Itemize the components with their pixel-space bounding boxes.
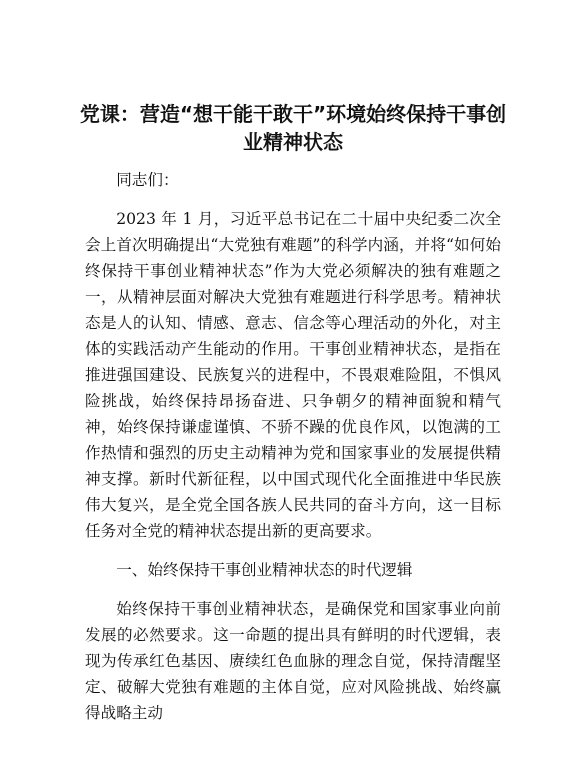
- intro-paragraph: 2023 年 1 月，习近平总书记在二十届中央纪委二次全会上首次明确提出“大党独有难题”的科学内涵，并将“如何始终保持干事创业精神状态”作为大党必须解决的独有难题之一，从精神层面对解决大党独有难题进行科学思考。精神状态是人的认知、情感、意志、信念等心理活动的外化，对主体的实践活动产生能动的作用。干事创业精神状态，是指在推进强国建设、民族复兴的进程中，不畏艰难险阻，不惧风险挑战，始终保持昂扬奋进、只争朝夕的精神面貌和精气神，始终保持谦虚谨慎、不骄不躁的优良作风，以饱满的工作热情和强烈的历史主动精神为党和国家事业的发展提供精神支撑。新时代新征程，以中国式现代化全面推进中华民族伟大复兴，是全党全国各族人民共同的奋斗方向，这一目标任务对全党的精神状态提出新的更高要求。: [85, 210, 501, 540]
- section-paragraph: 始终保持干事创业精神状态，是确保党和国家事业向前发展的必然要求。这一命题的提出具有鲜明的时代逻辑，表现为传承红色基因、赓续红色血脉的理念自觉，保持清醒坚定、破解大党独有难题的主体自觉，应对风险挑战、始终赢得战略主动: [85, 600, 501, 722]
- section-heading: 一、始终保持干事创业精神状态的时代逻辑: [116, 561, 413, 579]
- document-body: [85, 167, 501, 739]
- document-title: 党课：营造“想干能干敢干”环境始终保持干事创业精神状态: [79, 102, 507, 154]
- greeting: 同志们：: [116, 171, 179, 189]
